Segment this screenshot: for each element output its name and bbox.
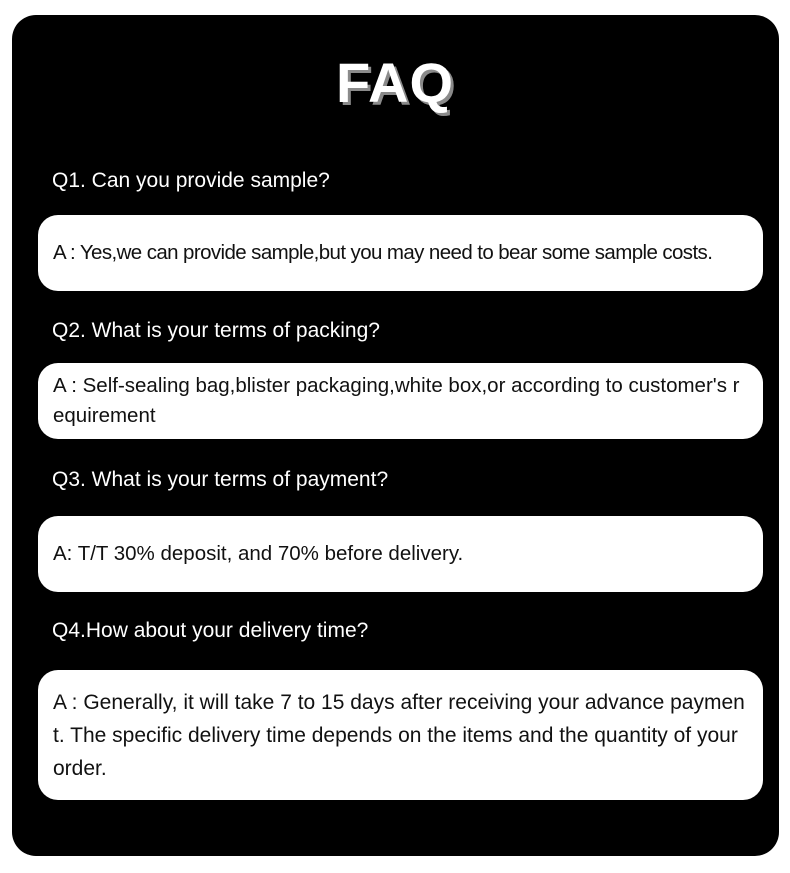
faq-answer-3 [38,516,763,592]
faq-question-2: Q2. What is your terms of packing? [52,319,380,342]
faq-answer-4-text: A : Generally, it will take 7 to 15 days after receiving your advance payment. The specific delivery time depends on the items and the quantity of your order. [53,690,745,780]
faq-answer-2 [38,363,763,439]
faq-question-3: Q3. What is your terms of payment? [52,468,389,491]
faq-question-1: Q1. Can you provide sample? [52,169,330,192]
faq-answer-1 [38,215,763,291]
page-title: FAQ [335,51,455,114]
faq-answer-1-text: A : Yes,we can provide sample,but you may need to bear some sample costs. [53,241,713,264]
faq-answer-2-text: A : Self-sealing bag,blister packaging,white box,or according to customer's requirement [53,374,740,427]
faq-answer-3-text: A: T/T 30% deposit, and 70% before delivery. [53,542,464,565]
faq-answer-4 [38,670,763,800]
faq-question-4: Q4.How about your delivery time? [52,619,369,642]
